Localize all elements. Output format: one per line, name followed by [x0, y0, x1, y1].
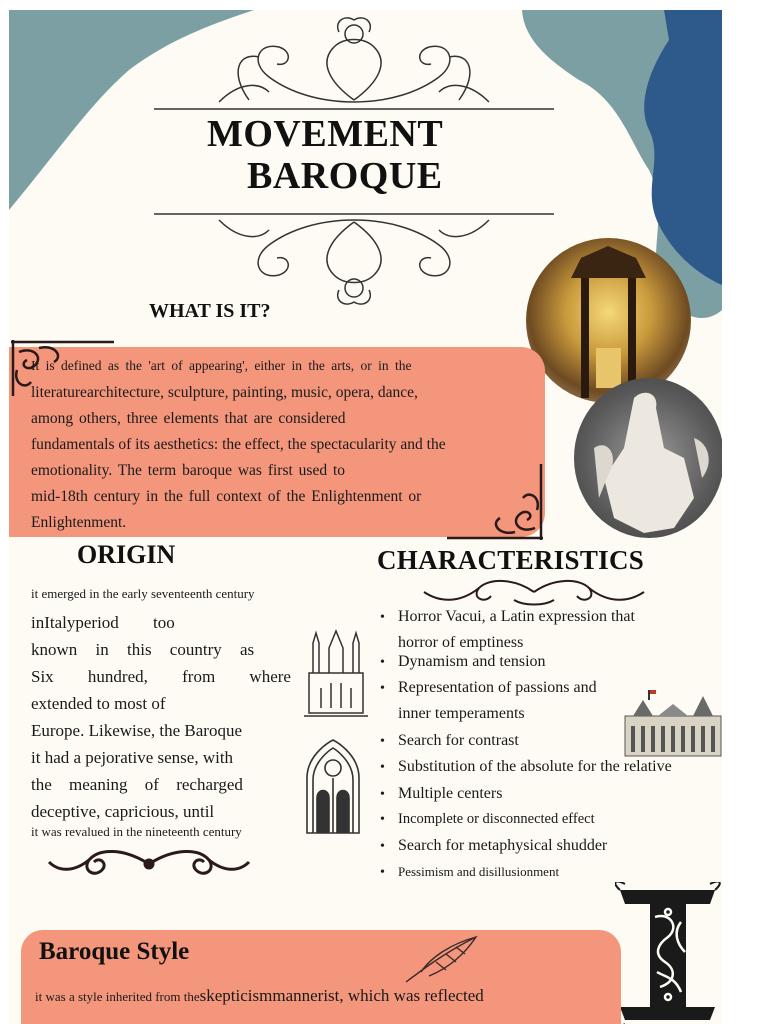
- ornament-bottom-icon: [149, 206, 559, 311]
- baroque-style-text: [35, 986, 484, 1006]
- poster: [9, 10, 722, 1024]
- origin-heading: ORIGIN: [77, 540, 176, 569]
- characteristic-item: • Incomplete or disconnected effect: [380, 811, 595, 827]
- origin-line: inItalyperiod too: [31, 613, 175, 632]
- what-is-it-line: fundamentals of its aesthetics: the effect, the spectacularity and the: [31, 436, 446, 453]
- characteristic-item: • Horror Vacui, a Latin expression that: [380, 608, 635, 625]
- origin-line: deceptive, capricious, until: [31, 802, 215, 821]
- origin-line: it had a pejorative sense, with: [31, 748, 234, 767]
- characteristic-item: • Multiple centers: [380, 785, 503, 802]
- what-is-it-line: Enlightenment.: [31, 514, 127, 531]
- origin-text: [31, 613, 291, 833]
- origin-line: extended to most of: [31, 694, 166, 713]
- gothic-window-icon: [303, 738, 363, 835]
- characteristic-item-continued: inner temperaments: [398, 705, 525, 722]
- baroque-style-text-large: skepticismmannerist, which was reflected: [199, 986, 484, 1005]
- origin-line-bottom: it was revalued in the nineteenth century: [31, 824, 242, 839]
- feather-icon: [401, 932, 481, 987]
- palace-icon: [623, 686, 722, 758]
- sculpture-photo: [574, 378, 722, 538]
- characteristic-item: • Substitution of the absolute for the relative: [380, 758, 672, 775]
- origin-line: known in this country as: [31, 640, 255, 659]
- what-is-it-heading: WHAT IS IT?: [149, 300, 271, 322]
- characteristic-item: • Dynamism and tension: [380, 653, 546, 670]
- what-is-it-line: It is defined as the 'art of appearing', either in the arts, or in the: [31, 358, 412, 373]
- characteristic-item: • Representation of passions and: [380, 679, 597, 696]
- origin-line: Six hundred, from where: [31, 667, 291, 686]
- origin-line-top: it emerged in the early seventeenth century: [31, 586, 255, 601]
- letter-i-icon: [615, 882, 722, 1024]
- characteristic-item: • Pessimism and disillusionment: [380, 864, 560, 880]
- characteristic-item-continued: horror of emptiness: [398, 634, 524, 651]
- what-is-it-line: mid-18th century in the full context of the Enlightenment or: [31, 488, 422, 505]
- flourish-icon: [44, 842, 254, 886]
- origin-line: Europe. Likewise, the Baroque: [31, 721, 243, 740]
- baroque-style-text-small: it was a style inherited from the: [35, 989, 200, 1004]
- characteristics-flourish-icon: [419, 576, 649, 608]
- ornament-top-icon: [149, 12, 559, 112]
- origin-line: the meaning of recharged: [31, 775, 243, 794]
- characteristic-item: • Search for metaphysical shudder: [380, 837, 608, 854]
- characteristics-heading: CHARACTERISTICS: [377, 545, 645, 575]
- baroque-style-heading: Baroque Style: [39, 938, 190, 965]
- gothic-shrine-icon: [301, 628, 371, 720]
- title-line-2: BAROQUE: [247, 155, 443, 197]
- what-is-it-text: [31, 358, 531, 538]
- what-is-it-line: emotionality. The term baroque was first used to: [31, 462, 346, 479]
- what-is-it-line: literaturearchitecture, sculpture, painting, music, opera, dance,: [31, 384, 418, 401]
- title-line-1: MOVEMENT: [207, 113, 444, 155]
- baldachin-photo: [526, 238, 691, 403]
- characteristic-item: • Search for contrast: [380, 732, 519, 749]
- what-is-it-line: among others, three elements that are considered: [31, 410, 346, 427]
